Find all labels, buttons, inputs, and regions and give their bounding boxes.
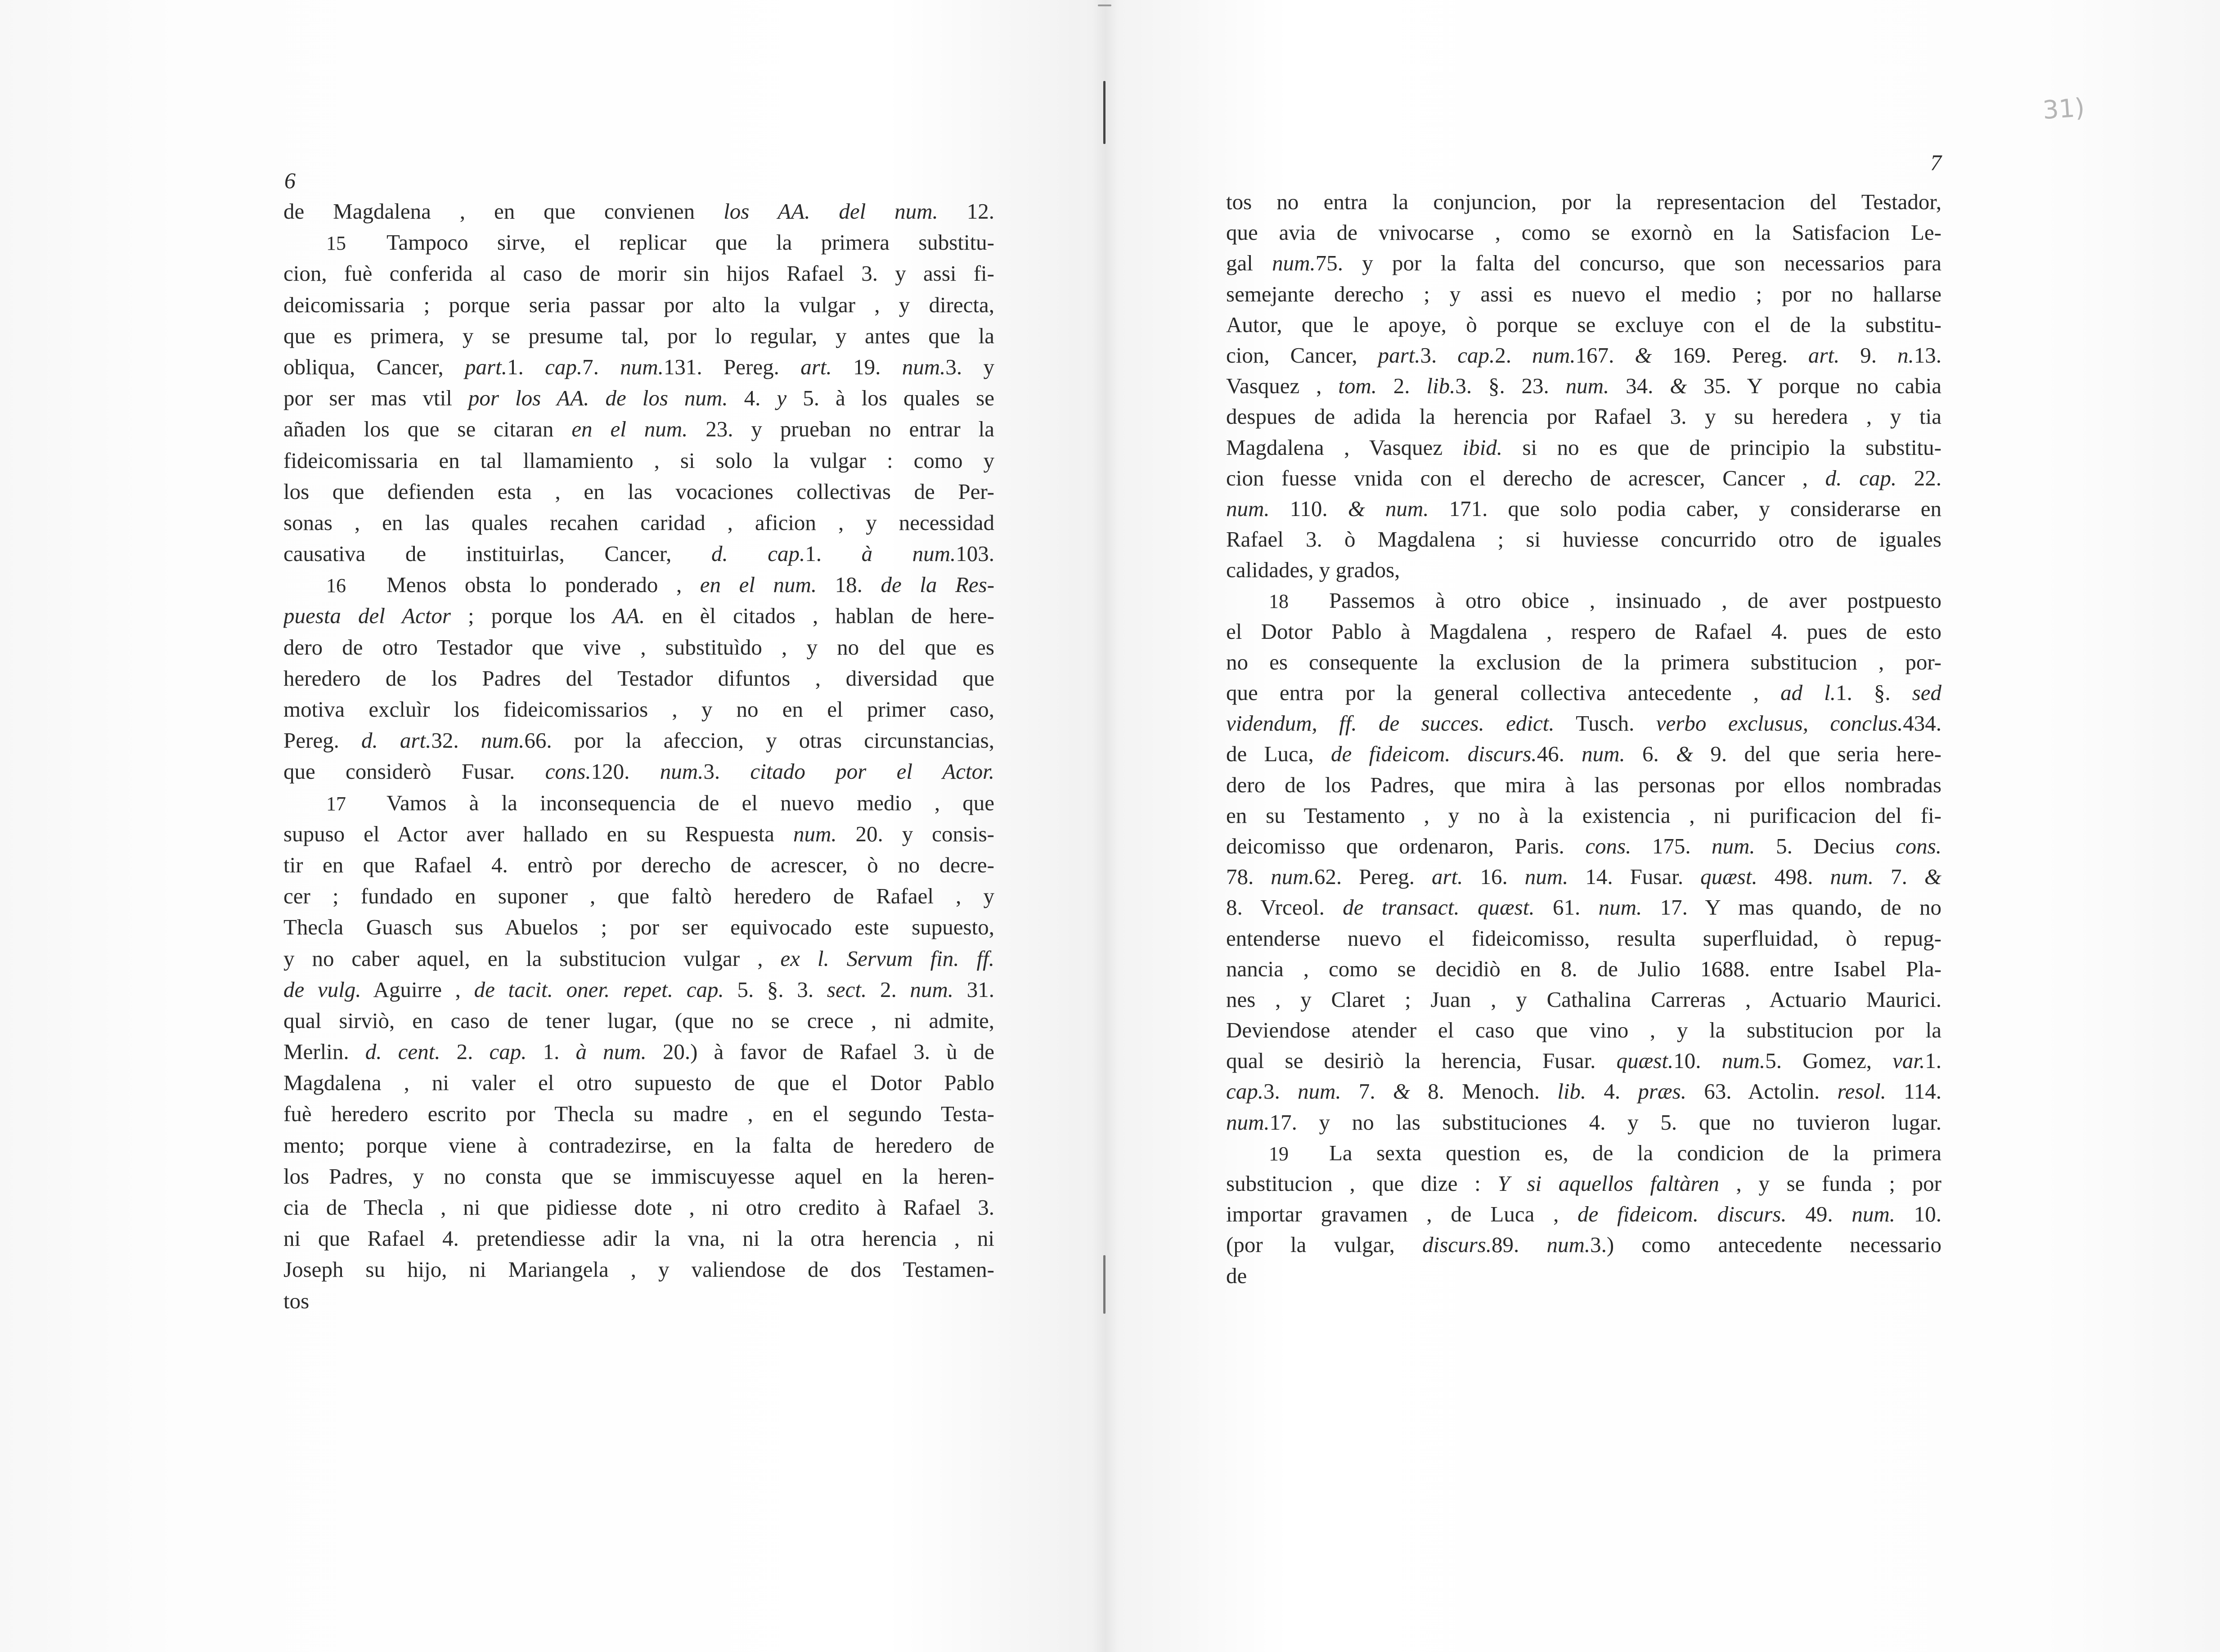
roman-text: 7. bbox=[1341, 1079, 1393, 1104]
roman-text: que entra por la general collectiva antecedente , bbox=[1226, 680, 1781, 705]
roman-text: cion, fuè conferida al caso de morir sin hijos Rafael 3. y assi fi- bbox=[283, 261, 994, 286]
italic-citation: d. cap. bbox=[711, 541, 805, 566]
italic-citation: & bbox=[1670, 373, 1687, 399]
italic-citation: d. cent. bbox=[365, 1039, 440, 1064]
italic-citation: à num. bbox=[575, 1039, 647, 1064]
text-line bbox=[1226, 1015, 1941, 1046]
roman-text: 49. bbox=[1786, 1202, 1852, 1227]
text-line bbox=[283, 1223, 994, 1254]
roman-text: 9. bbox=[1839, 342, 1898, 368]
roman-text: mento; porque viene à contradezirse, en la falta de heredero de bbox=[283, 1132, 994, 1158]
italic-citation: sed bbox=[1912, 680, 1941, 705]
roman-text: ; porque los bbox=[450, 603, 613, 628]
roman-text: 131. Pereg. bbox=[663, 354, 801, 379]
roman-text: 75. y por la falta del concurso, que son necessarios para bbox=[1315, 251, 1941, 276]
italic-citation: à num. bbox=[861, 541, 956, 566]
text-line bbox=[1226, 616, 1941, 647]
roman-text: 1. §. bbox=[1836, 680, 1912, 705]
roman-text: 61. bbox=[1534, 895, 1599, 920]
page-number: 7 bbox=[1930, 150, 1941, 175]
roman-text: 3. bbox=[1420, 342, 1458, 368]
roman-text: que es primera, y se presume tal, por lo regular, y antes que la bbox=[283, 323, 994, 348]
paragraph-number: 16 bbox=[326, 575, 346, 597]
roman-text: 63. Actolin. bbox=[1686, 1079, 1838, 1104]
text-line bbox=[1226, 1199, 1941, 1230]
roman-text: calidades, y grados, bbox=[1226, 557, 1400, 583]
paragraph-number: 17 bbox=[326, 792, 346, 815]
roman-text: cia de Thecla , ni que pidiesse dote , ni otro credito à Rafael 3. bbox=[283, 1195, 994, 1220]
roman-text: 22. bbox=[1896, 465, 1941, 490]
italic-citation: y bbox=[777, 386, 787, 411]
roman-text: cion fuesse vnida con el derecho de acrescer, Cancer , bbox=[1226, 465, 1825, 490]
text-line bbox=[283, 756, 994, 787]
roman-text: 6. bbox=[1625, 741, 1676, 767]
roman-text: 17. y no las substituciones 4. y 5. que no tuvieron lugar. bbox=[1269, 1109, 1941, 1135]
text-line bbox=[283, 476, 994, 507]
text-line bbox=[283, 258, 994, 289]
text-line bbox=[283, 880, 994, 911]
text-line bbox=[1226, 678, 1941, 708]
text-line bbox=[283, 507, 994, 538]
italic-citation: lib. bbox=[1426, 373, 1456, 399]
italic-citation: tom. bbox=[1338, 373, 1377, 399]
roman-text: dero de los Padres, que mira à las personas por ellos nombradas bbox=[1226, 772, 1941, 797]
italic-citation: num. bbox=[910, 977, 954, 1002]
text-line bbox=[1226, 892, 1941, 923]
roman-text: 18. bbox=[817, 572, 881, 597]
roman-text: 5. Gomez, bbox=[1765, 1048, 1893, 1073]
italic-citation: de fideicom. discurs. bbox=[1577, 1202, 1787, 1227]
italic-citation: ad l. bbox=[1780, 680, 1836, 705]
text-line bbox=[283, 632, 994, 663]
text-line bbox=[283, 1254, 994, 1285]
roman-text: ni que Rafael 4. pretendiesse adir la vna, ni la otra herencia , ni bbox=[283, 1226, 994, 1251]
top-edge-mark bbox=[1098, 4, 1111, 6]
catchword: de bbox=[1226, 1263, 1247, 1288]
italic-citation: de transact. quæst. bbox=[1343, 895, 1535, 920]
roman-text: 13. bbox=[1914, 342, 1941, 368]
roman-text: 1. bbox=[1925, 1048, 1941, 1073]
roman-text: , y se funda ; por bbox=[1719, 1171, 1941, 1196]
roman-text: añaden los que se citaran bbox=[283, 417, 572, 442]
roman-text: qual se desiriò la herencia, Fusar. bbox=[1226, 1048, 1617, 1073]
text-line bbox=[283, 382, 994, 413]
text-line bbox=[283, 1036, 994, 1067]
roman-text: 2. bbox=[867, 977, 910, 1002]
roman-text: Autor, que le apoye, ò porque se excluye con el de la substitu- bbox=[1226, 312, 1941, 337]
roman-text: 175. bbox=[1631, 833, 1712, 858]
italic-citation: num. bbox=[1271, 864, 1314, 889]
handwritten-folio-number: 31) bbox=[2041, 93, 2086, 126]
text-line bbox=[1226, 1168, 1941, 1199]
roman-text: nes , y Claret ; Juan , y Cathalina Carreras , Actuario Maurici. bbox=[1226, 987, 1941, 1012]
roman-text: heredero de los Padres del Testador difuntos , diversidad que bbox=[283, 665, 994, 691]
italic-citation: num. bbox=[1851, 1202, 1896, 1227]
text-line bbox=[283, 600, 994, 631]
italic-citation: art. bbox=[800, 354, 832, 379]
text-line bbox=[1226, 923, 1941, 954]
italic-citation: cap. bbox=[489, 1039, 527, 1064]
text-line bbox=[1226, 800, 1941, 831]
italic-citation: citado por el Actor. bbox=[750, 759, 994, 784]
italic-citation: cons. bbox=[1895, 833, 1941, 858]
text-line bbox=[283, 1067, 994, 1098]
text-line bbox=[1226, 1107, 1941, 1138]
roman-text: los Padres, y no consta que se immiscuyesse aquel en la heren- bbox=[283, 1163, 994, 1189]
roman-text: de Luca, bbox=[1226, 741, 1331, 767]
roman-text: 32. bbox=[431, 728, 481, 753]
text-line bbox=[283, 1098, 994, 1129]
text-line bbox=[1226, 585, 1941, 616]
roman-text: 171. que solo podia caber, y considerarse en bbox=[1429, 496, 1941, 521]
italic-citation: puesta del Actor bbox=[283, 603, 451, 628]
italic-citation: num. bbox=[1226, 496, 1270, 521]
roman-text: 19. bbox=[831, 354, 902, 379]
italic-citation: & bbox=[1635, 342, 1652, 368]
roman-text: cer ; fundado en suponer , que faltò heredero de Rafael , y bbox=[283, 884, 994, 909]
italic-citation: var. bbox=[1892, 1048, 1925, 1073]
italic-citation: de vulg. bbox=[283, 977, 361, 1002]
roman-text: gal bbox=[1226, 251, 1272, 276]
roman-text: 14. Fusar. bbox=[1568, 864, 1701, 889]
text-line bbox=[283, 818, 994, 849]
italic-citation: de fideicom. discurs. bbox=[1330, 741, 1537, 767]
roman-text: tos no entra la conjuncion, por la representacion del Testador, bbox=[1226, 189, 1941, 214]
roman-text: en su Testamento , y no à la existencia , ni purificacion del fi- bbox=[1226, 803, 1941, 828]
text-line bbox=[283, 663, 994, 694]
roman-text: 23. y prueban no entrar la bbox=[688, 417, 994, 442]
roman-text: 5. à los quales se bbox=[786, 386, 994, 411]
roman-text: Deviendose atender el caso que vino , y la substitucion por la bbox=[1226, 1018, 1941, 1043]
text-line bbox=[1226, 217, 1941, 248]
text-line bbox=[1226, 1138, 1941, 1168]
italic-citation: num. bbox=[660, 759, 704, 784]
roman-text: 8. Vrceol. bbox=[1226, 895, 1343, 920]
roman-text: La sexta question es, de la condicion de la primera bbox=[1329, 1140, 1941, 1165]
italic-citation: d. cap. bbox=[1825, 465, 1897, 490]
roman-text: 16. bbox=[1463, 864, 1525, 889]
text-line bbox=[1226, 1230, 1941, 1260]
italic-citation: quæst. bbox=[1616, 1048, 1674, 1073]
text-line bbox=[1226, 984, 1941, 1015]
roman-text: 10. bbox=[1673, 1048, 1722, 1073]
roman-text: 34. bbox=[1609, 373, 1670, 399]
gutter-line-top bbox=[1103, 81, 1106, 144]
text-line bbox=[1226, 494, 1941, 524]
roman-text: nancia , como se decidiò en 8. de Julio 1688. entre Isabel Pla- bbox=[1226, 956, 1941, 981]
roman-text: 78. bbox=[1226, 864, 1271, 889]
text-line bbox=[1226, 1076, 1941, 1107]
roman-text: 20.) à favor de Rafael 3. ù de bbox=[646, 1039, 994, 1064]
text-line bbox=[1226, 862, 1941, 892]
text-line bbox=[283, 289, 994, 320]
roman-text: Merlin. bbox=[283, 1039, 365, 1064]
text-line bbox=[1226, 524, 1941, 555]
roman-text: Rafael 3. ò Magdalena ; si huviesse concurrido otro de iguales bbox=[1226, 527, 1941, 552]
italic-citation: num. bbox=[1272, 251, 1316, 276]
italic-citation: num. bbox=[793, 821, 837, 846]
text-line bbox=[1226, 555, 1941, 585]
italic-citation: d. art. bbox=[361, 728, 431, 753]
roman-text: 17. Y mas quando, de no bbox=[1642, 895, 1941, 920]
italic-citation: videndum, ff. de succes. edict. bbox=[1226, 711, 1555, 736]
roman-text: Passemos à otro obice , insinuado , de aver postpuesto bbox=[1329, 588, 1941, 613]
roman-text: Menos obsta lo ponderado , bbox=[386, 572, 700, 597]
italic-citation: discurs. bbox=[1422, 1232, 1492, 1257]
roman-text: por ser mas vtil bbox=[283, 386, 468, 411]
roman-text: 7. bbox=[582, 354, 620, 379]
roman-text: 2. bbox=[1376, 373, 1427, 399]
roman-text: Vasquez , bbox=[1226, 373, 1339, 399]
roman-text: 3.) como antecedente necessario bbox=[1590, 1232, 1941, 1257]
text-line bbox=[283, 196, 994, 227]
roman-text: 4. bbox=[1586, 1079, 1638, 1104]
italic-citation: & bbox=[1676, 741, 1694, 767]
italic-citation: cap. bbox=[1226, 1079, 1263, 1104]
text-line bbox=[283, 725, 994, 756]
italic-citation: num. bbox=[481, 728, 525, 753]
text-body bbox=[283, 196, 994, 1316]
italic-citation: & bbox=[1924, 864, 1941, 889]
italic-citation: cap. bbox=[545, 354, 583, 379]
italic-citation: & num. bbox=[1348, 496, 1429, 521]
roman-text: cion, Cancer, bbox=[1226, 342, 1378, 368]
roman-text: (por la vulgar, bbox=[1226, 1232, 1423, 1257]
roman-text: semejante derecho ; y assi es nuevo el medio ; por no hallarse bbox=[1226, 281, 1941, 306]
roman-text: 10. bbox=[1895, 1202, 1941, 1227]
roman-text: 3. bbox=[703, 759, 750, 784]
italic-citation: num. bbox=[1712, 833, 1755, 858]
roman-text: Thecla Guasch sus Abuelos ; por ser equivocado este supuesto, bbox=[283, 915, 994, 940]
roman-text: deicomissaria ; porque seria passar por alto la vulgar , y directa, bbox=[283, 292, 994, 317]
text-line bbox=[283, 445, 994, 476]
roman-text: 110. bbox=[1269, 496, 1348, 521]
roman-text: Aguirre , bbox=[361, 977, 474, 1002]
text-line bbox=[1226, 770, 1941, 800]
roman-text: 1. bbox=[507, 354, 545, 379]
text-line bbox=[1226, 954, 1941, 984]
roman-text: 2. bbox=[1495, 342, 1532, 368]
italic-citation: part. bbox=[1378, 342, 1420, 368]
text-line bbox=[1226, 463, 1941, 494]
italic-citation: por los AA. de los num. bbox=[468, 386, 728, 411]
italic-citation: los AA. del num. bbox=[724, 199, 938, 224]
text-line bbox=[1226, 831, 1941, 862]
italic-citation: num. bbox=[1582, 741, 1625, 767]
italic-citation: art. bbox=[1808, 342, 1840, 368]
text-line bbox=[283, 911, 994, 943]
italic-citation: num. bbox=[1598, 895, 1642, 920]
roman-text: 434. bbox=[1903, 711, 1941, 736]
roman-text: 5. Decius bbox=[1755, 833, 1896, 858]
italic-citation: num. bbox=[1532, 342, 1576, 368]
roman-text: qual sirviò, en caso de tener lugar, (que no se crece , ni admite, bbox=[283, 1008, 994, 1033]
roman-text: 7. bbox=[1874, 864, 1924, 889]
roman-text: Magdalena , Vasquez bbox=[1226, 435, 1463, 460]
italic-citation: en el num. bbox=[571, 417, 688, 442]
roman-text: Tampoco sirve, el replicar que la primera substitu- bbox=[386, 230, 994, 255]
roman-text: 46. bbox=[1537, 741, 1582, 767]
text-line bbox=[283, 538, 994, 569]
roman-text: dero de otro Testador que vive , substituìdo , y no del que es bbox=[283, 634, 994, 660]
text-line bbox=[283, 1192, 994, 1223]
paragraph-number: 15 bbox=[326, 232, 346, 255]
roman-text: entenderse nuevo el fideicomisso, resulta superfluidad, ò repug- bbox=[1226, 925, 1941, 951]
text-line bbox=[283, 1130, 994, 1161]
roman-text: el Dotor Pablo à Magdalena , respero de Rafael 4. pues de esto bbox=[1226, 619, 1941, 644]
roman-text: fideicomissaria en tal llamamiento , si solo la vulgar : como y bbox=[283, 448, 994, 473]
italic-citation: sect. bbox=[827, 977, 867, 1002]
text-line bbox=[1226, 647, 1941, 678]
italic-citation: n. bbox=[1897, 342, 1914, 368]
text-line bbox=[1226, 432, 1941, 463]
roman-text: Pereg. bbox=[283, 728, 361, 753]
paragraph-number: 18 bbox=[1269, 590, 1289, 613]
italic-citation: Y si aquellos faltàren bbox=[1497, 1171, 1719, 1196]
roman-text: Vamos à la inconsequencia de el nuevo medio , que bbox=[386, 790, 994, 815]
roman-text: 3. bbox=[1263, 1079, 1298, 1104]
roman-text: 66. por la afeccion, y otras circunstancias, bbox=[524, 728, 994, 753]
roman-text: de Magdalena , en que convienen bbox=[283, 199, 724, 224]
text-line bbox=[283, 227, 994, 258]
roman-text: 62. Pereg. bbox=[1314, 864, 1432, 889]
italic-citation: resol. bbox=[1837, 1079, 1886, 1104]
italic-citation: cap. bbox=[1457, 342, 1495, 368]
text-body bbox=[1226, 187, 1941, 1291]
text-line bbox=[283, 787, 994, 818]
text-line bbox=[283, 694, 994, 725]
roman-text: 35. Y porque no cabia bbox=[1687, 373, 1941, 399]
roman-text: 20. y consis- bbox=[836, 821, 994, 846]
italic-citation: AA. bbox=[612, 603, 645, 628]
text-line bbox=[283, 849, 994, 880]
text-line bbox=[283, 1161, 994, 1192]
roman-text: 89. bbox=[1491, 1232, 1547, 1257]
text-line bbox=[1226, 739, 1941, 769]
text-line bbox=[1226, 708, 1941, 739]
italic-citation: part. bbox=[465, 354, 507, 379]
italic-citation: quæst. bbox=[1700, 864, 1757, 889]
italic-citation: en el num. bbox=[700, 572, 817, 597]
roman-text: y no caber aquel, en la substitucion vulgar , bbox=[283, 946, 781, 971]
text-line bbox=[283, 974, 994, 1005]
italic-citation: art. bbox=[1432, 864, 1463, 889]
roman-text: Magdalena , ni valer el otro supuesto de que el Dotor Pablo bbox=[283, 1070, 994, 1095]
text-line bbox=[1226, 248, 1941, 278]
roman-text: importar gravamen , de Luca , bbox=[1226, 1202, 1578, 1227]
text-line bbox=[283, 320, 994, 351]
text-line bbox=[283, 413, 994, 444]
italic-citation: cons. bbox=[1585, 833, 1631, 858]
roman-text: sonas , en las quales recahen caridad , aficion , y necessidad bbox=[283, 510, 994, 535]
roman-text: substitucion , que dize : bbox=[1226, 1171, 1498, 1196]
text-line bbox=[283, 943, 994, 974]
roman-text: 3. §. 23. bbox=[1455, 373, 1566, 399]
italic-citation: de tacit. oner. repet. cap. bbox=[474, 977, 724, 1002]
roman-text: 167. bbox=[1575, 342, 1635, 368]
roman-text: deicomisso que ordenaron, Paris. bbox=[1226, 833, 1586, 858]
roman-text: 4. bbox=[728, 386, 777, 411]
paragraph-number: 19 bbox=[1269, 1142, 1289, 1165]
roman-text: Tusch. bbox=[1554, 711, 1656, 736]
text-line bbox=[1226, 371, 1941, 401]
catchword: tos bbox=[283, 1288, 310, 1313]
roman-text: 3. y bbox=[945, 354, 994, 379]
italic-citation: num. bbox=[1830, 864, 1874, 889]
italic-citation: verbo exclusus, conclus. bbox=[1656, 711, 1903, 736]
italic-citation: num. bbox=[1297, 1079, 1341, 1104]
italic-citation: cons. bbox=[545, 759, 591, 784]
roman-text: en èl citados , hablan de here- bbox=[645, 603, 994, 628]
roman-text: tir en que Rafael 4. entrò por derecho de acrescer, ò no decre- bbox=[283, 852, 994, 877]
italic-citation: num. bbox=[1226, 1109, 1270, 1135]
page-number: 6 bbox=[284, 168, 296, 193]
italic-citation: num. bbox=[1721, 1048, 1766, 1073]
roman-text: 9. del que seria here- bbox=[1693, 741, 1941, 767]
text-line bbox=[1226, 187, 1941, 217]
roman-text: 498. bbox=[1757, 864, 1830, 889]
roman-text: los que defienden esta , en las vocaciones collectivas de Per- bbox=[283, 479, 994, 504]
italic-citation: præs. bbox=[1638, 1079, 1686, 1104]
gutter-line-bottom bbox=[1103, 1255, 1106, 1314]
italic-citation: de la Res- bbox=[881, 572, 994, 597]
roman-text: 169. Pereg. bbox=[1652, 342, 1808, 368]
roman-text: 114. bbox=[1886, 1079, 1941, 1104]
roman-text: causativa de instituirlas, Cancer, bbox=[283, 541, 711, 566]
roman-text: 1. bbox=[526, 1039, 576, 1064]
roman-text: si no es que de principio la substitu- bbox=[1502, 435, 1941, 460]
roman-text: obliqua, Cancer, bbox=[283, 354, 465, 379]
roman-text: 2. bbox=[440, 1039, 490, 1064]
italic-citation: ibid. bbox=[1462, 435, 1503, 460]
text-line bbox=[1226, 401, 1941, 432]
text-line bbox=[283, 351, 994, 382]
roman-text: supuso el Actor aver hallado en su Respuesta bbox=[283, 821, 793, 846]
text-line bbox=[283, 1005, 994, 1036]
roman-text: que considerò Fusar. bbox=[283, 759, 545, 784]
roman-text: 120. bbox=[591, 759, 660, 784]
roman-text: Joseph su hijo, ni Mariangela , y valiendose de dos Testamen- bbox=[283, 1257, 994, 1282]
text-line bbox=[1226, 340, 1941, 371]
text-line bbox=[283, 569, 994, 600]
italic-citation: num. bbox=[1565, 373, 1609, 399]
roman-text: 31. bbox=[953, 977, 994, 1002]
roman-text: motiva excluìr los fideicomissarios , y no en el primer caso, bbox=[283, 697, 994, 722]
text-line bbox=[1226, 310, 1941, 340]
italic-citation: lib. bbox=[1557, 1079, 1586, 1104]
italic-citation: ex l. Servum fin. ff. bbox=[780, 946, 994, 971]
italic-citation: num. bbox=[1524, 864, 1568, 889]
roman-text: fuè heredero escrito por Thecla su madre , en el segundo Testa- bbox=[283, 1101, 994, 1127]
italic-citation: num. bbox=[1546, 1232, 1591, 1257]
roman-text: 5. §. 3. bbox=[724, 977, 827, 1002]
roman-text: 103. bbox=[956, 541, 994, 566]
roman-text: 8. Menoch. bbox=[1410, 1079, 1558, 1104]
text-line bbox=[1226, 1046, 1941, 1076]
roman-text: despues de adida la herencia por Rafael 3. y su heredera , y tia bbox=[1226, 404, 1941, 429]
roman-text: no es consequente la exclusion de la primera substitucion , por- bbox=[1226, 649, 1941, 674]
roman-text: que avia de vnivocarse , como se exornò en la Satisfacion Le- bbox=[1226, 220, 1941, 245]
italic-citation: & bbox=[1393, 1079, 1410, 1104]
text-line bbox=[1226, 279, 1941, 310]
italic-citation: num. bbox=[620, 354, 664, 379]
roman-text: 12. bbox=[938, 199, 994, 224]
roman-text: 1. bbox=[805, 541, 862, 566]
italic-citation: num. bbox=[902, 354, 946, 379]
